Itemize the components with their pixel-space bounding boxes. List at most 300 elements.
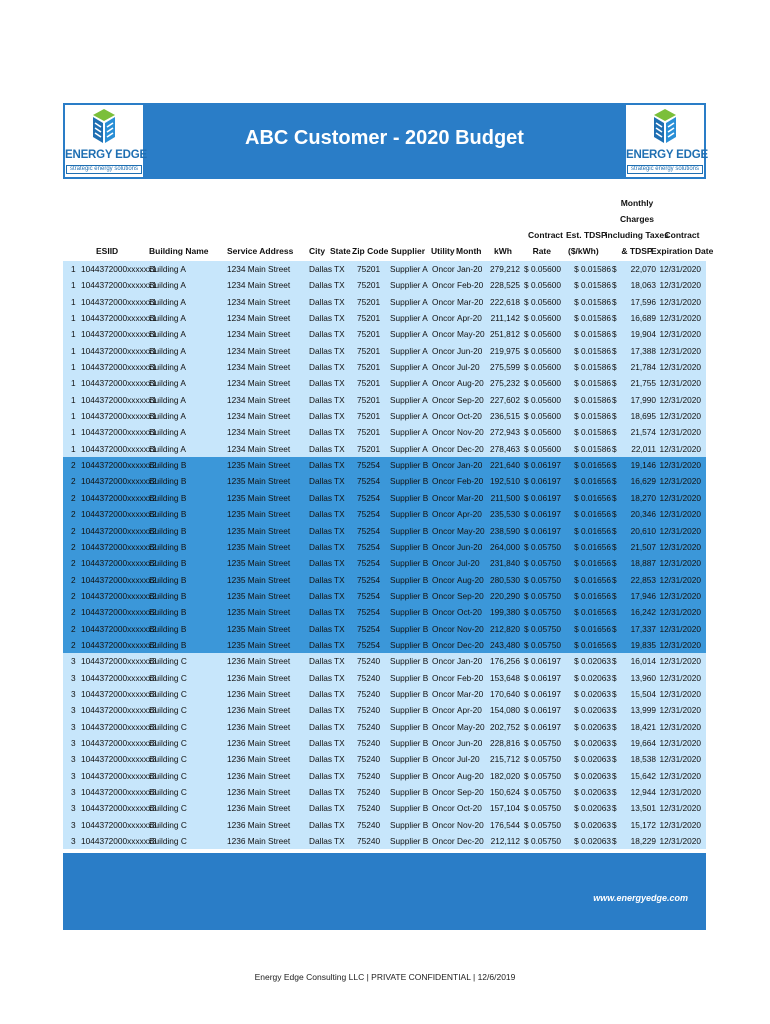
table-row bbox=[63, 604, 706, 620]
contract-rate-currency: $ bbox=[524, 787, 529, 797]
table-row bbox=[63, 621, 706, 637]
supplier-cell: Supplier B bbox=[390, 705, 429, 716]
utility-cell: Oncor bbox=[432, 656, 455, 667]
supplier-cell: Supplier B bbox=[390, 721, 429, 732]
esiid-cell: 1044372000xxxxxx1 bbox=[81, 378, 157, 389]
building-name-cell: Building C bbox=[149, 721, 187, 732]
contract-rate-cell: 0.05750 bbox=[531, 623, 561, 634]
monthly-charges-cell: 20,346 bbox=[630, 509, 656, 520]
service-address-cell: 1236 Main Street bbox=[227, 721, 291, 732]
building-name-cell: Building A bbox=[149, 394, 186, 405]
state-cell: TX bbox=[334, 737, 345, 748]
charges-currency: $ bbox=[612, 672, 617, 683]
esiid-cell: 1044372000xxxxxx2 bbox=[81, 460, 157, 471]
row-number: 3 bbox=[71, 688, 76, 699]
contract-rate-currency: $ bbox=[524, 345, 529, 356]
kwh-cell: 192,510 bbox=[490, 476, 520, 487]
table-row bbox=[63, 637, 706, 653]
esiid-cell: 1044372000xxxxxx3 bbox=[81, 787, 157, 797]
state-cell: TX bbox=[334, 541, 345, 552]
utility-cell: Oncor bbox=[432, 836, 455, 847]
month-cell: Oct-20 bbox=[457, 411, 482, 422]
supplier-cell: Supplier B bbox=[390, 492, 429, 503]
service-address-cell: 1235 Main Street bbox=[227, 541, 291, 552]
service-address-cell: 1236 Main Street bbox=[227, 737, 291, 748]
state-cell: TX bbox=[334, 623, 345, 634]
contract-rate-currency: $ bbox=[524, 754, 529, 765]
service-address-cell: 1235 Main Street bbox=[227, 607, 291, 618]
expiration-date-cell: 12/31/2020 bbox=[659, 607, 701, 618]
header-charges-line1: Monthly bbox=[620, 198, 654, 208]
utility-cell: Oncor bbox=[432, 313, 455, 324]
table-row bbox=[63, 719, 706, 735]
row-number: 3 bbox=[71, 737, 76, 748]
row-number: 3 bbox=[71, 836, 76, 847]
header-state: State bbox=[330, 246, 351, 256]
month-cell: Feb-20 bbox=[457, 672, 484, 683]
city-cell: Dallas bbox=[309, 443, 333, 454]
esiid-cell: 1044372000xxxxxx3 bbox=[81, 754, 157, 765]
row-number: 3 bbox=[71, 656, 76, 667]
kwh-cell: 275,232 bbox=[490, 378, 520, 389]
utility-cell: Oncor bbox=[432, 378, 455, 389]
service-address-cell: 1235 Main Street bbox=[227, 574, 291, 585]
row-number: 2 bbox=[71, 590, 76, 601]
column-header-row bbox=[63, 179, 714, 261]
row-number: 1 bbox=[71, 411, 76, 422]
supplier-cell: Supplier B bbox=[390, 770, 429, 781]
month-cell: Sep-20 bbox=[457, 590, 484, 601]
contract-rate-currency: $ bbox=[524, 737, 529, 748]
expiration-date-cell: 12/31/2020 bbox=[659, 656, 701, 667]
expiration-date-cell: 12/31/2020 bbox=[659, 492, 701, 503]
building-name-cell: Building B bbox=[149, 558, 187, 569]
logo-wordmark: ENERGY EDGE bbox=[626, 149, 708, 161]
service-address-cell: 1234 Main Street bbox=[227, 296, 291, 307]
city-cell: Dallas bbox=[309, 394, 333, 405]
kwh-cell: 202,752 bbox=[490, 721, 520, 732]
expiration-date-cell: 12/31/2020 bbox=[659, 394, 701, 405]
expiration-date-cell: 12/31/2020 bbox=[659, 329, 701, 340]
contract-rate-cell: 0.06197 bbox=[531, 492, 561, 503]
tdsp-cell: $ 0.02063 bbox=[574, 656, 611, 667]
city-cell: Dallas bbox=[309, 590, 333, 601]
page-footer: Energy Edge Consulting LLC | PRIVATE CONFIDENTIAL | 12/6/2019 bbox=[254, 972, 516, 982]
service-address-cell: 1235 Main Street bbox=[227, 509, 291, 520]
monthly-charges-cell: 21,574 bbox=[630, 427, 656, 438]
service-address-cell: 1234 Main Street bbox=[227, 264, 291, 274]
zip-code-cell: 75201 bbox=[357, 427, 381, 438]
service-address-cell: 1236 Main Street bbox=[227, 754, 291, 765]
utility-cell: Oncor bbox=[432, 819, 455, 830]
month-cell: Mar-20 bbox=[457, 492, 484, 503]
monthly-charges-cell: 18,063 bbox=[630, 280, 656, 291]
contract-rate-cell: 0.05750 bbox=[531, 639, 561, 650]
monthly-charges-cell: 18,270 bbox=[630, 492, 656, 503]
month-cell: Oct-20 bbox=[457, 607, 482, 618]
zip-code-cell: 75254 bbox=[357, 460, 381, 471]
contract-rate-cell: 0.05600 bbox=[531, 411, 561, 422]
table-row bbox=[63, 392, 706, 408]
building-name-cell: Building A bbox=[149, 329, 186, 340]
logo-wordmark: ENERGY EDGE bbox=[65, 149, 147, 161]
monthly-charges-cell: 15,172 bbox=[630, 819, 656, 830]
supplier-cell: Supplier B bbox=[390, 787, 429, 797]
zip-code-cell: 75201 bbox=[357, 280, 381, 291]
contract-rate-currency: $ bbox=[524, 264, 529, 274]
table-row bbox=[63, 784, 706, 800]
month-cell: Sep-20 bbox=[457, 394, 484, 405]
city-cell: Dallas bbox=[309, 378, 333, 389]
contract-rate-currency: $ bbox=[524, 476, 529, 487]
state-cell: TX bbox=[334, 836, 345, 847]
tdsp-cell: $ 0.02063 bbox=[574, 672, 611, 683]
expiration-date-cell: 12/31/2020 bbox=[659, 411, 701, 422]
table-row bbox=[63, 751, 706, 767]
month-cell: Dec-20 bbox=[457, 836, 484, 847]
building-name-cell: Building C bbox=[149, 787, 187, 797]
monthly-charges-cell: 18,887 bbox=[630, 558, 656, 569]
building-name-cell: Building C bbox=[149, 737, 187, 748]
row-number: 3 bbox=[71, 672, 76, 683]
tdsp-cell: $ 0.01656 bbox=[574, 623, 611, 634]
esiid-cell: 1044372000xxxxxx1 bbox=[81, 345, 157, 356]
tdsp-cell: $ 0.01586 bbox=[574, 411, 611, 422]
supplier-cell: Supplier B bbox=[390, 607, 429, 618]
esiid-cell: 1044372000xxxxxx2 bbox=[81, 558, 157, 569]
esiid-cell: 1044372000xxxxxx1 bbox=[81, 264, 157, 274]
kwh-cell: 228,816 bbox=[490, 737, 520, 748]
kwh-cell: 176,544 bbox=[490, 819, 520, 830]
city-cell: Dallas bbox=[309, 558, 333, 569]
kwh-cell: 279,212 bbox=[490, 264, 520, 274]
month-cell: Jun-20 bbox=[457, 737, 483, 748]
expiration-date-cell: 12/31/2020 bbox=[659, 427, 701, 438]
month-cell: Jun-20 bbox=[457, 541, 483, 552]
row-number: 2 bbox=[71, 541, 76, 552]
header-supplier: Supplier bbox=[391, 246, 426, 256]
table-row bbox=[63, 490, 706, 506]
monthly-charges-cell: 17,596 bbox=[630, 296, 656, 307]
expiration-date-cell: 12/31/2020 bbox=[659, 819, 701, 830]
header-charges-line3: including Taxes bbox=[605, 230, 669, 240]
kwh-cell: 199,380 bbox=[490, 607, 520, 618]
esiid-cell: 1044372000xxxxxx2 bbox=[81, 541, 157, 552]
energy-edge-logo-icon bbox=[91, 109, 117, 145]
header-expiration-line1: Contract bbox=[664, 230, 700, 240]
building-name-cell: Building B bbox=[149, 509, 187, 520]
charges-currency: $ bbox=[612, 427, 617, 438]
tdsp-cell: $ 0.01586 bbox=[574, 427, 611, 438]
esiid-cell: 1044372000xxxxxx3 bbox=[81, 819, 157, 830]
esiid-cell: 1044372000xxxxxx3 bbox=[81, 737, 157, 748]
tdsp-cell: $ 0.02063 bbox=[574, 754, 611, 765]
esiid-cell: 1044372000xxxxxx1 bbox=[81, 280, 157, 291]
month-cell: Jan-20 bbox=[457, 656, 483, 667]
utility-cell: Oncor bbox=[432, 264, 455, 274]
utility-cell: Oncor bbox=[432, 607, 455, 618]
tdsp-cell: $ 0.02063 bbox=[574, 770, 611, 781]
city-cell: Dallas bbox=[309, 264, 333, 274]
utility-cell: Oncor bbox=[432, 721, 455, 732]
row-number: 1 bbox=[71, 427, 76, 438]
utility-cell: Oncor bbox=[432, 787, 455, 797]
table-row bbox=[63, 359, 706, 375]
month-cell: Feb-20 bbox=[457, 280, 484, 291]
month-cell: Jul-20 bbox=[457, 754, 480, 765]
contract-rate-currency: $ bbox=[524, 607, 529, 618]
kwh-cell: 278,463 bbox=[490, 443, 520, 454]
kwh-cell: 150,624 bbox=[490, 787, 520, 797]
table-row bbox=[63, 424, 706, 440]
state-cell: TX bbox=[334, 411, 345, 422]
utility-cell: Oncor bbox=[432, 427, 455, 438]
charges-currency: $ bbox=[612, 362, 617, 373]
contract-rate-cell: 0.06197 bbox=[531, 460, 561, 471]
city-cell: Dallas bbox=[309, 787, 333, 797]
logo-tagline: strategic energy solutions bbox=[627, 165, 703, 174]
kwh-cell: 251,812 bbox=[490, 329, 520, 340]
row-number: 3 bbox=[71, 819, 76, 830]
zip-code-cell: 75240 bbox=[357, 787, 381, 797]
contract-rate-cell: 0.06197 bbox=[531, 672, 561, 683]
supplier-cell: Supplier B bbox=[390, 672, 429, 683]
state-cell: TX bbox=[334, 345, 345, 356]
header-expiration-line2: Expiration Date bbox=[651, 246, 714, 256]
monthly-charges-cell: 19,664 bbox=[630, 737, 656, 748]
service-address-cell: 1234 Main Street bbox=[227, 443, 291, 454]
tdsp-cell: $ 0.01656 bbox=[574, 525, 611, 536]
monthly-charges-cell: 12,944 bbox=[630, 787, 656, 797]
contract-rate-currency: $ bbox=[524, 688, 529, 699]
esiid-cell: 1044372000xxxxxx2 bbox=[81, 607, 157, 618]
contract-rate-cell: 0.05600 bbox=[531, 443, 561, 454]
zip-code-cell: 75254 bbox=[357, 541, 381, 552]
city-cell: Dallas bbox=[309, 492, 333, 503]
tdsp-cell: $ 0.02063 bbox=[574, 787, 611, 797]
logo-right bbox=[626, 105, 708, 177]
tdsp-cell: $ 0.01586 bbox=[574, 296, 611, 307]
tdsp-cell: $ 0.01586 bbox=[574, 329, 611, 340]
header-utility: Utility bbox=[431, 246, 455, 256]
utility-cell: Oncor bbox=[432, 770, 455, 781]
expiration-date-cell: 12/31/2020 bbox=[659, 754, 701, 765]
charges-currency: $ bbox=[612, 313, 617, 324]
supplier-cell: Supplier A bbox=[390, 427, 428, 438]
expiration-date-cell: 12/31/2020 bbox=[659, 476, 701, 487]
charges-currency: $ bbox=[612, 688, 617, 699]
utility-cell: Oncor bbox=[432, 362, 455, 373]
kwh-cell: 238,590 bbox=[490, 525, 520, 536]
utility-cell: Oncor bbox=[432, 345, 455, 356]
tdsp-cell: $ 0.02063 bbox=[574, 721, 611, 732]
utility-cell: Oncor bbox=[432, 460, 455, 471]
charges-currency: $ bbox=[612, 590, 617, 601]
month-cell: May-20 bbox=[457, 329, 485, 340]
supplier-cell: Supplier B bbox=[390, 688, 429, 699]
month-cell: Jul-20 bbox=[457, 362, 480, 373]
charges-currency: $ bbox=[612, 754, 617, 765]
zip-code-cell: 75240 bbox=[357, 754, 381, 765]
service-address-cell: 1235 Main Street bbox=[227, 623, 291, 634]
contract-rate-currency: $ bbox=[524, 541, 529, 552]
zip-code-cell: 75254 bbox=[357, 607, 381, 618]
building-name-cell: Building B bbox=[149, 574, 187, 585]
contract-rate-currency: $ bbox=[524, 623, 529, 634]
building-name-cell: Building A bbox=[149, 443, 186, 454]
monthly-charges-cell: 16,689 bbox=[630, 313, 656, 324]
monthly-charges-cell: 15,504 bbox=[630, 688, 656, 699]
zip-code-cell: 75254 bbox=[357, 574, 381, 585]
table-row bbox=[63, 261, 706, 277]
table-row bbox=[63, 555, 706, 571]
kwh-cell: 157,104 bbox=[490, 803, 520, 814]
state-cell: TX bbox=[334, 639, 345, 650]
esiid-cell: 1044372000xxxxxx2 bbox=[81, 476, 157, 487]
city-cell: Dallas bbox=[309, 639, 333, 650]
contract-rate-cell: 0.05750 bbox=[531, 770, 561, 781]
title-banner bbox=[63, 103, 706, 179]
month-cell: May-20 bbox=[457, 721, 485, 732]
state-cell: TX bbox=[334, 427, 345, 438]
tdsp-cell: $ 0.01586 bbox=[574, 280, 611, 291]
service-address-cell: 1234 Main Street bbox=[227, 411, 291, 422]
service-address-cell: 1234 Main Street bbox=[227, 362, 291, 373]
header-charges-line2: Charges bbox=[619, 214, 654, 224]
expiration-date-cell: 12/31/2020 bbox=[659, 787, 701, 797]
row-number: 1 bbox=[71, 280, 76, 291]
service-address-cell: 1235 Main Street bbox=[227, 492, 291, 503]
contract-rate-currency: $ bbox=[524, 590, 529, 601]
table-row bbox=[63, 408, 706, 424]
service-address-cell: 1235 Main Street bbox=[227, 558, 291, 569]
utility-cell: Oncor bbox=[432, 737, 455, 748]
monthly-charges-cell: 18,421 bbox=[630, 721, 656, 732]
contract-rate-currency: $ bbox=[524, 394, 529, 405]
supplier-cell: Supplier A bbox=[390, 296, 428, 307]
building-name-cell: Building A bbox=[149, 264, 186, 274]
header-tdsp-line1: Est. TDSP bbox=[566, 230, 607, 240]
esiid-cell: 1044372000xxxxxx3 bbox=[81, 770, 157, 781]
building-name-cell: Building B bbox=[149, 623, 187, 634]
contract-rate-currency: $ bbox=[524, 721, 529, 732]
logo-left bbox=[65, 105, 147, 177]
kwh-cell: 176,256 bbox=[490, 656, 520, 667]
city-cell: Dallas bbox=[309, 280, 333, 291]
supplier-cell: Supplier B bbox=[390, 574, 429, 585]
contract-rate-currency: $ bbox=[524, 509, 529, 520]
supplier-cell: Supplier B bbox=[390, 509, 429, 520]
building-name-cell: Building C bbox=[149, 770, 187, 781]
contract-rate-currency: $ bbox=[524, 672, 529, 683]
supplier-cell: Supplier B bbox=[390, 590, 429, 601]
tdsp-cell: $ 0.01586 bbox=[574, 313, 611, 324]
kwh-cell: 243,480 bbox=[490, 639, 520, 650]
building-name-cell: Building B bbox=[149, 476, 187, 487]
kwh-cell: 153,648 bbox=[490, 672, 520, 683]
state-cell: TX bbox=[334, 688, 345, 699]
tdsp-cell: $ 0.01656 bbox=[574, 460, 611, 471]
state-cell: TX bbox=[334, 443, 345, 454]
charges-currency: $ bbox=[612, 345, 617, 356]
row-number: 3 bbox=[71, 770, 76, 781]
monthly-charges-cell: 21,507 bbox=[630, 541, 656, 552]
zip-code-cell: 75201 bbox=[357, 296, 381, 307]
table-row bbox=[63, 277, 706, 293]
table-row bbox=[63, 735, 706, 751]
city-cell: Dallas bbox=[309, 541, 333, 552]
month-cell: Apr-20 bbox=[457, 313, 482, 324]
row-number: 2 bbox=[71, 509, 76, 520]
zip-code-cell: 75240 bbox=[357, 721, 381, 732]
zip-code-cell: 75240 bbox=[357, 770, 381, 781]
expiration-date-cell: 12/31/2020 bbox=[659, 574, 701, 585]
service-address-cell: 1236 Main Street bbox=[227, 656, 291, 667]
tdsp-cell: $ 0.02063 bbox=[574, 819, 611, 830]
supplier-cell: Supplier A bbox=[390, 329, 428, 340]
expiration-date-cell: 12/31/2020 bbox=[659, 803, 701, 814]
utility-cell: Oncor bbox=[432, 705, 455, 716]
contract-rate-cell: 0.05600 bbox=[531, 264, 561, 274]
building-name-cell: Building B bbox=[149, 541, 187, 552]
contract-rate-currency: $ bbox=[524, 705, 529, 716]
website-link[interactable]: www.energyedge.com bbox=[593, 893, 688, 903]
contract-rate-currency: $ bbox=[524, 803, 529, 814]
supplier-cell: Supplier A bbox=[390, 280, 428, 291]
expiration-date-cell: 12/31/2020 bbox=[659, 558, 701, 569]
row-number: 1 bbox=[71, 313, 76, 324]
service-address-cell: 1235 Main Street bbox=[227, 525, 291, 536]
contract-rate-cell: 0.05750 bbox=[531, 558, 561, 569]
row-number: 1 bbox=[71, 394, 76, 405]
table-row bbox=[63, 326, 706, 342]
charges-currency: $ bbox=[612, 819, 617, 830]
contract-rate-cell: 0.05600 bbox=[531, 362, 561, 373]
kwh-cell: 212,112 bbox=[490, 836, 520, 847]
month-cell: Oct-20 bbox=[457, 803, 482, 814]
row-number: 2 bbox=[71, 525, 76, 536]
state-cell: TX bbox=[334, 280, 345, 291]
city-cell: Dallas bbox=[309, 721, 333, 732]
esiid-cell: 1044372000xxxxxx1 bbox=[81, 394, 157, 405]
esiid-cell: 1044372000xxxxxx1 bbox=[81, 427, 157, 438]
budget-table-body bbox=[63, 261, 706, 849]
row-number: 2 bbox=[71, 639, 76, 650]
city-cell: Dallas bbox=[309, 688, 333, 699]
contract-rate-currency: $ bbox=[524, 362, 529, 373]
contract-rate-cell: 0.05600 bbox=[531, 313, 561, 324]
utility-cell: Oncor bbox=[432, 329, 455, 340]
charges-currency: $ bbox=[612, 460, 617, 471]
contract-rate-currency: $ bbox=[524, 525, 529, 536]
charges-currency: $ bbox=[612, 787, 617, 797]
table-row bbox=[63, 375, 706, 391]
table-row bbox=[63, 473, 706, 489]
esiid-cell: 1044372000xxxxxx3 bbox=[81, 656, 157, 667]
table-row bbox=[63, 506, 706, 522]
state-cell: TX bbox=[334, 721, 345, 732]
state-cell: TX bbox=[334, 803, 345, 814]
esiid-cell: 1044372000xxxxxx3 bbox=[81, 688, 157, 699]
state-cell: TX bbox=[334, 509, 345, 520]
kwh-cell: 170,640 bbox=[490, 688, 520, 699]
contract-rate-cell: 0.05750 bbox=[531, 787, 561, 797]
kwh-cell: 215,712 bbox=[490, 754, 520, 765]
tdsp-cell: $ 0.02063 bbox=[574, 836, 611, 847]
supplier-cell: Supplier B bbox=[390, 656, 429, 667]
supplier-cell: Supplier A bbox=[390, 411, 428, 422]
monthly-charges-cell: 21,784 bbox=[630, 362, 656, 373]
